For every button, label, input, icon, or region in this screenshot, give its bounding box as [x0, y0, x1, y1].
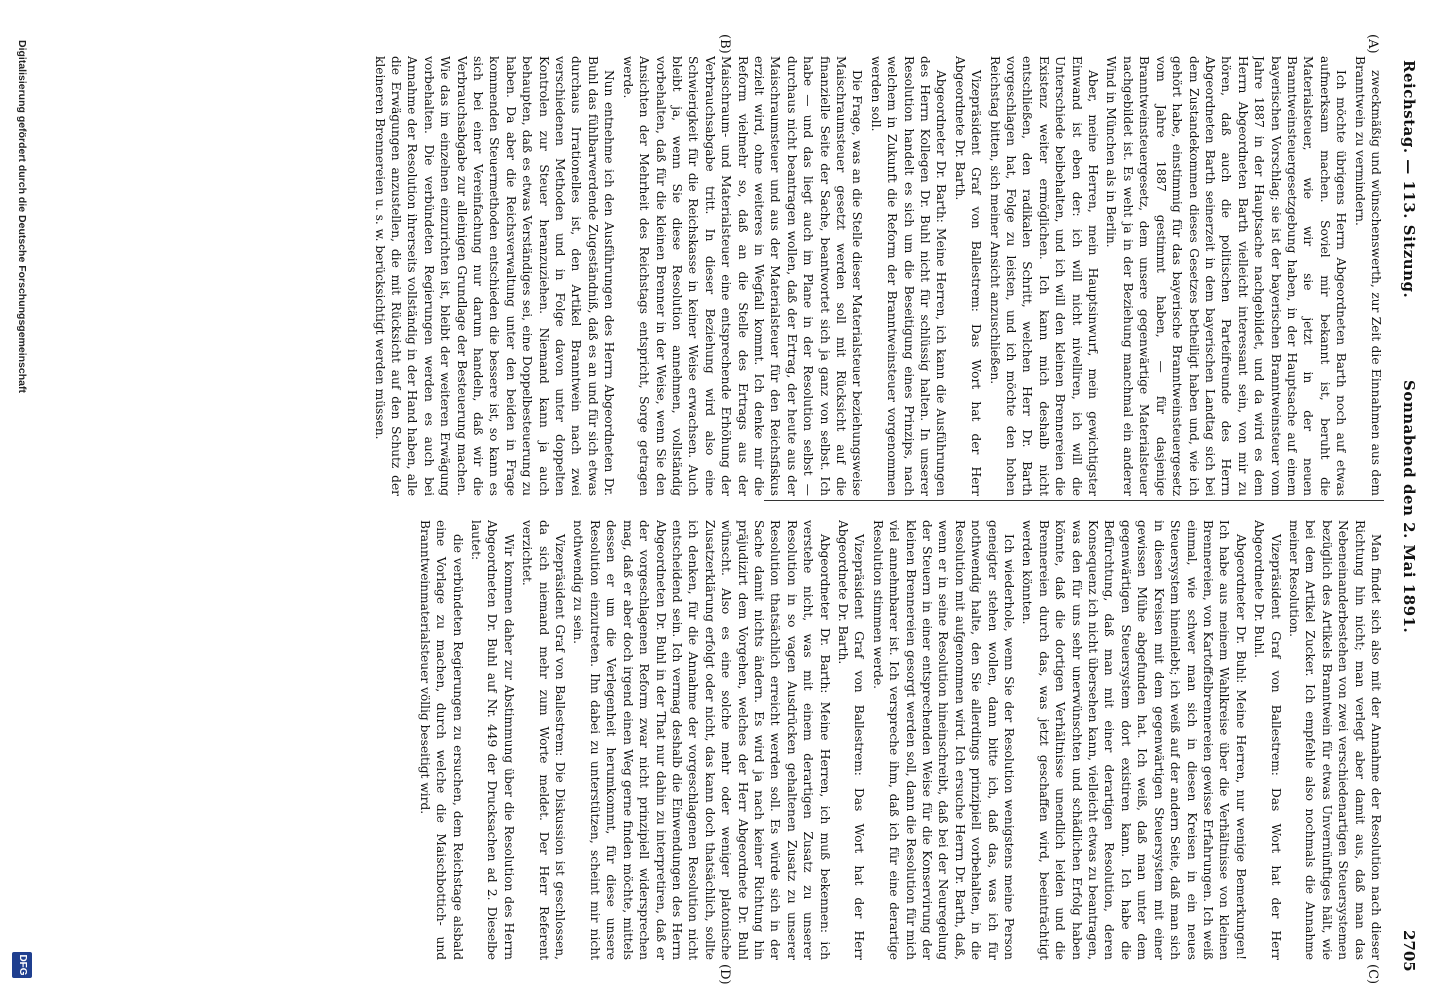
speaker-paragraph: Abgeordneter Dr. Barth: Meine Herren, ich muß bekennen: ich verstehe nicht, was mit einem derartigen Zusatz zu unserer Resolution in so vagen Ausdrücken gehaltenen Zusatz zu unserer Resolution thatsächlich erreicht werden soll. Es würde sich in der Sache damit nichts ändern. Es wird ja nach keiner Richtung hin präjudizirt dem Vorgehen, welches der Herr Abgeordnete Dr. Buhl wünscht. Also es eine solche mehr oder weniger platonische Zusatzerklärung erfolgt oder nicht, das kann doch thatsächlich, sollte ich denken, für die Annahme der vorgeschlagenen Resolution nicht entscheidend sein. Ich vermag deshalb die Einwendungen des Herrn Abgeordneten Dr. Buhl in der That nur dahin zu interpretiren, daß er der vorgeschlagenen Reform zwar nicht prinzipiell widersprechen mag, daß er aber doch irgend einen Weg gerne finden möchte, mittels dessen er um die Verlegenheit herumkommt, für diese unsere Resolution einzutreten. Ihn dabei zu unterstützen, scheint mir nicht nothwendig zu sein.	[571, 520, 832, 960]
quoted-resolution: die verbündeten Regierungen zu ersuchen, dem Reichstage alsbald eine Vorlage zu machen, durch welche die Maischbottich- und Branntweinmaterialsteuer völlig beseitigt wird.	[417, 520, 465, 960]
dfg-logo-icon: DFG	[12, 952, 32, 978]
speaker-paragraph: Abgeordneter Dr. Buhl: Meine Herren, nur wenige Bemerkungen! Ich habe aus meinem Wahlkreise über die Verhältnisse von kleinen Brennereien, von Kartoffelbrennereien gewisse Erfahrungen. Ich weiß einmal, wie schwer man sich in diesen Kreisen in ein neues Steuersystem hineinlebt; ich weiß auf der andern Seite, daß man sich in diesen Kreisen mit dem gegenwärtigen Steuersystem mit einer gewissen Mühe abgefunden hat. Ich weiß, daß man unter dem gegenwärtigen Steuersystem dort existiren kann. Ich habe die Befürchtung, daß man mit einer derartigen Resolution, deren Konsequenz ich nicht übersehen kann, vielleicht etwas zu beantragen, was den für uns sehr unerwünschten und schädlichen Erfolg haben könnte, daß die dortigen Verhältnisse unendlich leiden und die Brennereien durch das, was jetzt geschaffen wird, beeinträchtigt werden könnten.	[1020, 520, 1248, 960]
margin-mark-d: (D)	[717, 964, 732, 985]
paragraph: Wir kommen daher zur Abstimmung über die Resolution des Herrn Abgeordneten Dr. Buhl auf Nr. 449 der Drucksachen ad 2. Dieselbe lautet:	[469, 520, 516, 960]
speaker-paragraph: Vizepräsident Graf von Ballestrem: Das Wort hat der Herr Abgeordnete Dr. Buhl.	[1252, 520, 1283, 960]
paragraph: Ich wiederhole, wenn Sie der Resolution wenigstens meine Person geneigter stehen wollen, dann bitte ich, daß das, was ich für nothwendig halte, den Sie allerdings prinzipiell vorbehalten, in die Resolution mit aufgenommen wird. Ich ersuche Herrn Dr. Barth, daß, wenn er in seine Resolution hineinschreibt, daß bei der Neuregelung der Steuern in einer entsprechenden Weise für die Konservirung der kleinen Brennereien gesorgt werden soll, dann die Resolution für mich viel annehmbarer ist. Ich verspreche ihm, daß ich für eine derartige Resolution stimmen werde.	[870, 520, 1017, 960]
header-date: Sonnabend den 2. Mai 1891.	[1400, 380, 1418, 634]
margin-mark-b: (B)	[717, 34, 732, 54]
page-header	[1392, 0, 1432, 1000]
paragraph: Ich möchte übrigens Herrn Abgeordneten Barth noch auf etwas aufmerksam machen. Soviel mir bekannt ist, beruht die Materialsteuer, wie wir sie jetzt in der neuen Branntweinsteuergesetzgebung haben, in der Hauptsache auf einem bayerischen Vorschlag; sie ist der bayerischen Branntweinsteuer vom Jahre 1887 in der Hauptsache nachgebildet, und da wird es dem Herrn Abgeordneten Barth vielleicht interessant sein, von mir zu hören, daß auch die politischen Parteifreunde des Herrn Abgeordneten Barth seinerzeit in dem bayerischen Landtag sich bei dem Zustandekommen dieses Gesetzes betheiligt haben und, wie ich gehört habe, einstimmig für das bayerische Branntweinsteuergesetz vom Jahre 1887 gestimmt haben, — für dasjenige Branntweinsteuergesetz, dem unsere gegenwärtige Materialsteuer nachgebildet ist. Es weht ja in der Beziehung manchmal ein anderer Wind in München als in Berlin.	[1104, 56, 1349, 496]
paragraph: Die Frage, was an die Stelle dieser Materialsteuer beziehungsweise Maischraumsteuer gesetzt werden soll mit Rücksicht auf die finanzielle Seite der Sache, beantwortet sich ja ganz von selbst. Ich habe — und das liegt auch im Plane in der Resolution selbst — durchaus nicht beantragen wollen, daß der Ertrag, der heute aus der Maischraumsteuer und aus der Materialsteuer für den Reichsfiskus erzielt wird, ohne weiteres in Wegfall kommt. Ich denke mir die Reform vielmehr so, daß an die Stelle des Ertrags aus der Maischraum- und Materialsteuer eine entsprechende Erhöhung der Verbrauchsabgabe tritt. In dieser Beziehung wird also eine Schwierigkeit für die Reichskasse in keiner Weise erwachsen. Auch bleibt ja, wenn Sie diese Resolution annehmen, vollständig vorbehalten, daß für die kleinen Brenner in der Weise, wenn Sie den Ansichten der Mehrheit des Reichstags entspricht, Sorge getragen werde.	[620, 56, 865, 496]
speaker-paragraph: Vizepräsident Graf von Ballestrem: Das Wort hat der Herr Abgeordnete Dr. Barth.	[952, 56, 984, 496]
left-column	[94, 56, 1384, 496]
margin-mark-c: (C)	[1365, 964, 1380, 985]
speaker-paragraph: Vizepräsident Graf von Ballestrem: Das Wort hat der Herr Abgeordnete Dr. Barth.	[836, 520, 867, 960]
page-number: 2705	[1400, 930, 1418, 972]
column-divider	[764, 500, 1384, 501]
header-title: Reichstag. — 113. Sitzung.	[1400, 60, 1418, 299]
paragraph: Aber, meine Herren, mein Hauptsinwurf, mein gewichtigster Einwand ist eben der: ich will nicht nivelliren, ich will die Unterschiede beibehalten, und ich will den kleinen Brennereien die Existenz weiter ermöglichen. Ich kann mich deshalb nicht entschließen, den radikalen Schritt, welchen Herr Dr. Barth vorgeschlagen hat, Folge zu leisten, und ich möchte den hohen Reichstag bitten, sich meiner Ansicht anzuschließen.	[987, 56, 1101, 496]
right-column	[94, 520, 1384, 960]
speaker-paragraph: Abgeordneter Dr. Barth: Meine Herren, ich kann die Ausführungen des Herrn Kollegen Dr. Buhl nicht für schlüssig halten. In unserer Resolution handelt es sich um die Beseitigung eines Prinzips, nach welchem in Zukunft die Reform der Branntweinsteuer vorgenommen werden soll.	[868, 56, 949, 496]
paragraph: Nun entnehme ich den Ausführungen des Herrn Abgeordneten Dr. Buhl das fühlbarwerdende Zugeständniß, daß es an und für sich etwas durchaus Irrationelles ist, den Artikel Branntwein nach zwei verschiedenen Methoden und in Folge davon unter doppelten Kontrolen zur Steuer heranzuziehen. Niemand kann ja auch behaupten, daß es etwas Verständiges sei, eine Doppelbesteuerung zu haben. Da aber die Reichsverwaltung unter den beiden in Frage kommenden Steuermethoden entschieden die bessere ist, so kann es sich bei einer Vereinfachung nur darum handeln, daß wir die Verbrauchsabgabe zur alleinigen Grundlage der Besteuerung machen. Wie das im einzelnen einzurichten ist, bleibt der weiteren Erwägung vorbehalten. Die verbündeten Regierungen werden es auch bei Annahme der Resolution ihrerseits vollständig in der Hand haben, alle die Erwägungen anzustellen, die mit Rücksicht auf den Schutz der kleineren Brennereien u. s. w. berücksichtigt werden müssen.	[372, 56, 617, 496]
paragraph: zweckmäßig und wünschenswerth, zur Zeit die Einnahmen aus dem Branntwein zu vermindern.	[1352, 56, 1383, 496]
margin-mark-a: (A)	[1365, 34, 1380, 54]
speaker-paragraph: Vizepräsident Graf von Ballestrem: Die Diskussion ist geschlossen, da sich niemand mehr zum Worte meldet. Der Herr Referent verzichtet.	[520, 520, 568, 960]
paragraph: Man findet sich also mit der Annahme der Resolution nach dieser Richtung hin nicht; man verlegt aber damit aus, daß man das Nebeneinanderbestehen von zwei verschiedenartigen Steuersystemen bezüglich des Artikels Branntwein für etwas Unvernünftiges hält, wie bei dem Artikel Zucker. Ich empfehle also nochmals die Annahme meiner Resolution.	[1286, 520, 1383, 960]
credit-text: Digitalisierung gefördert durch die Deutsche Forschungsgemeinschaft	[16, 40, 28, 393]
digitization-credit	[4, 0, 34, 1000]
